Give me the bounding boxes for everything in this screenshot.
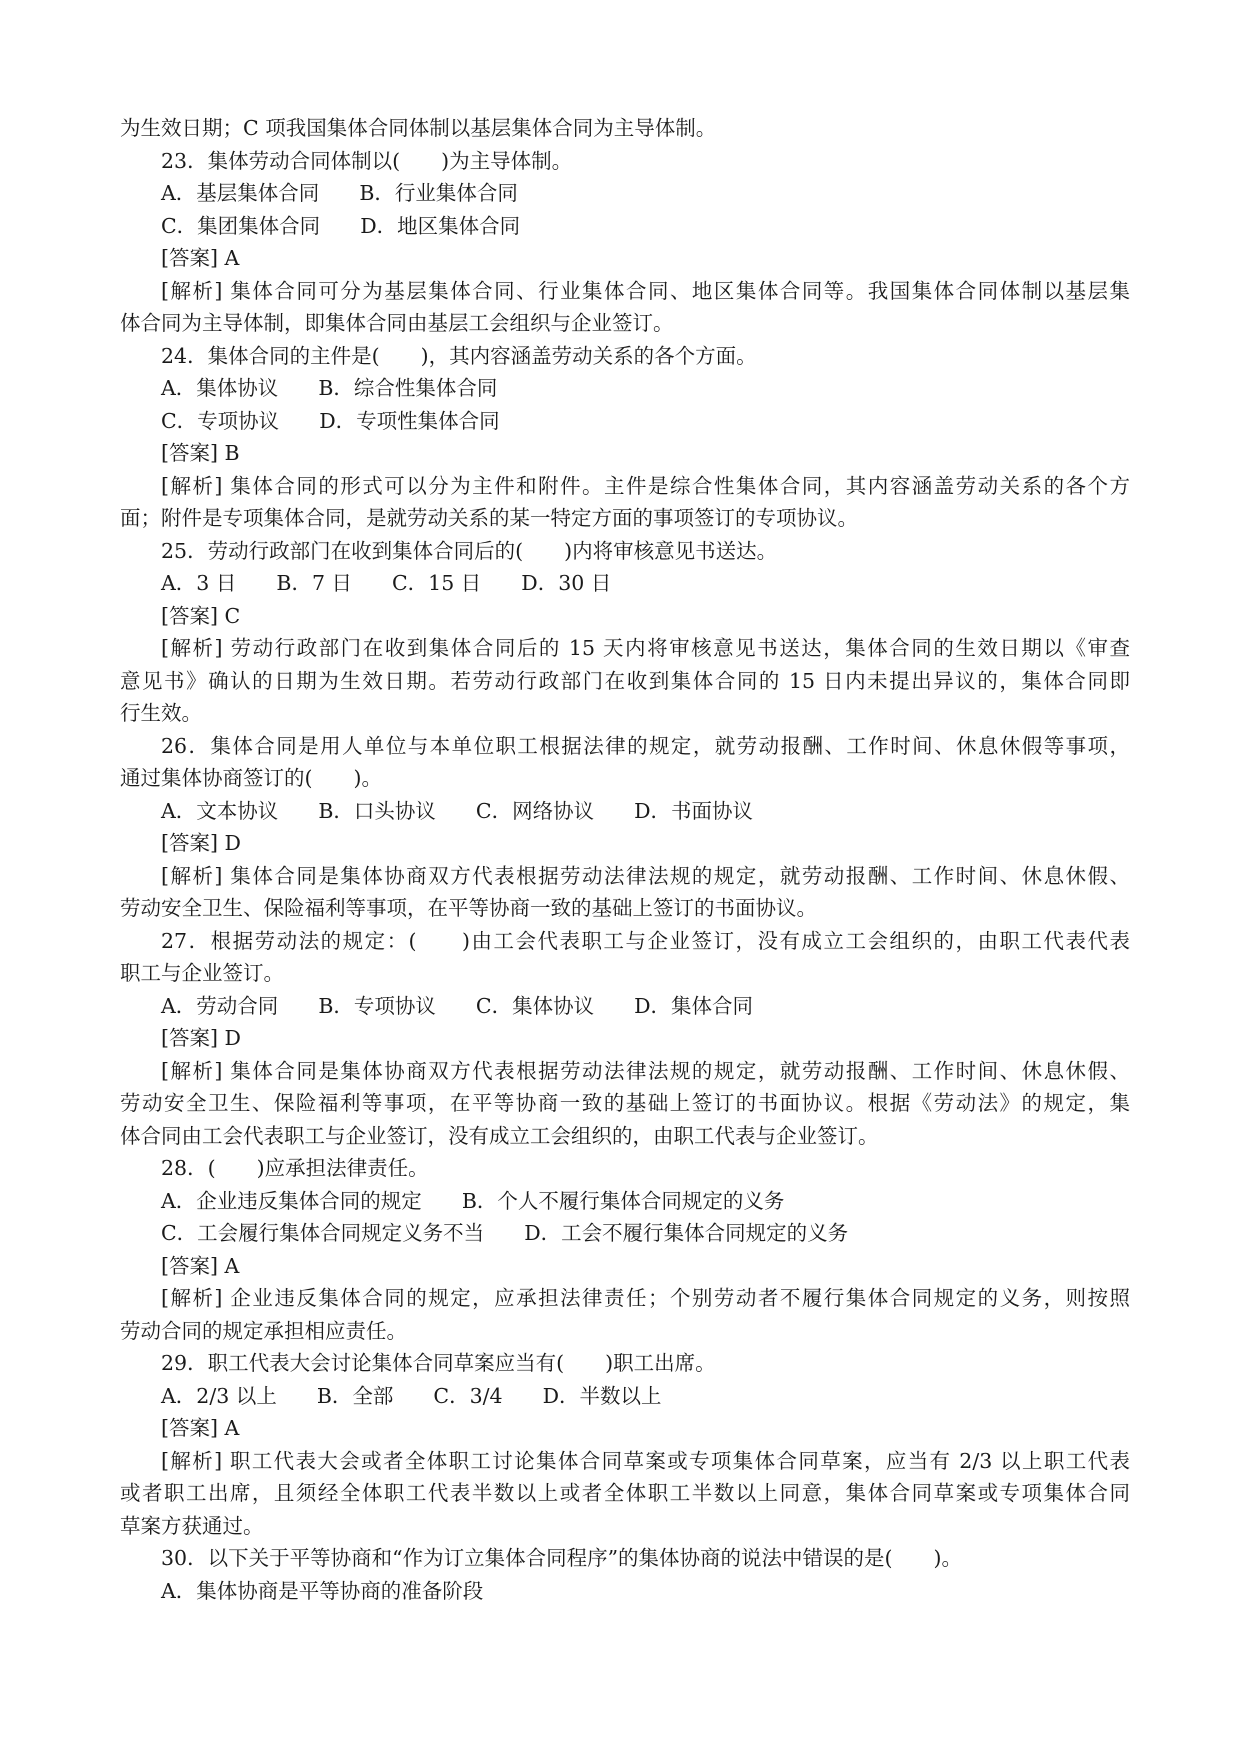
answer-option: B．全部: [316, 1383, 394, 1408]
answer-option: A．基层集体合同: [161, 181, 320, 205]
answer-options-line: [120, 795, 1130, 828]
text-line: 草案方获通过。: [120, 1513, 264, 1538]
text-line: 劳动安全卫生、保险福利等事项，在平等协商一致的基础上签订的书面协议。根据《劳动法》的规定，集: [120, 1091, 1130, 1115]
text-line: 职工与企业签订。: [120, 961, 284, 985]
text-line: 面；附件是专项集体合同，是就劳动关系的某一特定方面的事项签订的专项协议。: [120, 506, 858, 530]
explanation-line: [解析] 集体合同是集体协商双方代表根据劳动法律法规的规定，就劳动报酬、工作时间、休息休假、: [161, 1058, 1130, 1083]
answer-option: C．15 日: [392, 571, 482, 595]
answer-option: D．集体合同: [634, 993, 754, 1018]
text-line: 意见书》确认的日期为生效日期。若劳动行政部门在收到集体合同的 15 日内未提出异议的，集体合同即: [120, 668, 1130, 693]
answer-option: B．综合性集体合同: [318, 376, 498, 400]
answer-options-line: [120, 1217, 1130, 1250]
answer-line: [答案] A: [161, 1416, 240, 1440]
answer-options-line: [120, 990, 1130, 1023]
answer-option: D．30 日: [521, 571, 612, 595]
answer-line: [答案] D: [161, 1026, 241, 1050]
answer-option: B．7 日: [276, 571, 352, 595]
text-line: 为生效日期；C 项我国集体合同体制以基层集体合同为主导体制。: [120, 116, 717, 140]
text-line: 体合同为主导体制，即集体合同由基层工会组织与企业签订。: [120, 311, 674, 335]
answer-option: B．专项协议: [318, 993, 436, 1018]
answer-option: A．文本协议: [161, 798, 279, 823]
answer-options-line: [120, 1380, 1130, 1413]
answer-options-line: [120, 567, 1130, 600]
question-line: 30．以下关于平等协商和“作为订立集体合同程序”的集体协商的说法中错误的是( )。: [161, 1546, 963, 1570]
question-line: 24．集体合同的主件是( )，其内容涵盖劳动关系的各个方面。: [161, 343, 757, 368]
question-line: 28．( )应承担法律责任。: [161, 1156, 429, 1180]
answer-option: B．行业集体合同: [359, 181, 518, 205]
text-line: 劳动合同的规定承担相应责任。: [120, 1318, 407, 1343]
answer-option: C．集体协议: [475, 993, 595, 1018]
question-line: 26．集体合同是用人单位与本单位职工根据法律的规定，就劳动报酬、工作时间、休息休假等事项，: [161, 733, 1130, 758]
answer-option: A．2/3 以上: [161, 1383, 277, 1408]
answer-option: A．企业违反集体合同的规定: [161, 1188, 422, 1213]
question-line: 23．集体劳动合同体制以( )为主导体制。: [161, 148, 573, 173]
question-line: 29．职工代表大会讨论集体合同草案应当有( )职工出席。: [161, 1351, 716, 1375]
text-line: 体合同由工会代表职工与企业签订，没有成立工会组织的，由职工代表与企业签订。: [120, 1123, 879, 1148]
text-line: A．集体协商是平等协商的准备阶段: [161, 1578, 484, 1603]
text-line: 劳动安全卫生、保险福利等事项，在平等协商一致的基础上签订的书面协议。: [120, 896, 817, 920]
answer-option: B．口头协议: [318, 798, 436, 823]
question-line: 25．劳动行政部门在收到集体合同后的( )内将审核意见书送达。: [161, 538, 778, 563]
answer-option: A．3 日: [161, 571, 237, 595]
answer-option: C．3/4: [433, 1383, 503, 1408]
answer-options-line: [120, 1185, 1130, 1218]
explanation-line: [解析] 企业违反集体合同的规定，应承担法律责任；个别劳动者不履行集体合同规定的义务，则按照: [161, 1286, 1130, 1310]
answer-line: [答案] A: [161, 1253, 240, 1278]
explanation-line: [解析] 劳动行政部门在收到集体合同后的 15 天内将审核意见书送达，集体合同的生效日期以《审查: [161, 636, 1130, 660]
answer-option: D．地区集体合同: [360, 213, 521, 238]
answer-option: D．半数以上: [542, 1383, 662, 1408]
answer-options-line: [120, 177, 1130, 210]
answer-line: [答案] A: [161, 246, 240, 270]
explanation-line: [解析] 集体合同的形式可以分为主件和附件。主件是综合性集体合同，其内容涵盖劳动关系的各个方: [161, 473, 1130, 498]
answer-options-line: [120, 405, 1130, 438]
answer-option: C．专项协议: [161, 408, 280, 433]
answer-line: [答案] D: [161, 831, 241, 855]
explanation-line: [解析] 集体合同可分为基层集体合同、行业集体合同、地区集体合同等。我国集体合同体制以基层集: [161, 278, 1130, 303]
answer-option: A．集体协议: [161, 376, 279, 400]
text-line: 或者职工出席，且须经全体职工代表半数以上或者全体职工半数以上同意，集体合同草案或专项集体合同: [120, 1481, 1130, 1505]
answer-option: D．书面协议: [634, 798, 754, 823]
document-page: [120, 112, 1130, 1607]
answer-option: C．工会履行集体合同规定义务不当: [161, 1221, 485, 1245]
answer-option: B．个人不履行集体合同规定的义务: [461, 1188, 785, 1213]
answer-line: [答案] B: [161, 441, 240, 465]
answer-option: D．工会不履行集体合同规定的义务: [524, 1221, 849, 1245]
answer-line: [答案] C: [161, 603, 241, 628]
answer-option: C．网络协议: [475, 798, 595, 823]
answer-option: A．劳动合同: [161, 993, 279, 1018]
explanation-line: [解析] 职工代表大会或者全体职工讨论集体合同草案或专项集体合同草案，应当有 2/3 以上职工代表: [161, 1448, 1130, 1473]
text-line: 行生效。: [120, 701, 202, 725]
explanation-line: [解析] 集体合同是集体协商双方代表根据劳动法律法规的规定，就劳动报酬、工作时间、休息休假、: [161, 863, 1130, 888]
question-line: 27．根据劳动法的规定：( )由工会代表职工与企业签订，没有成立工会组织的，由职工代表代表: [161, 928, 1130, 953]
answer-options-line: [120, 372, 1130, 405]
answer-option: D．专项性集体合同: [319, 408, 500, 433]
answer-option: C．集团集体合同: [161, 213, 321, 238]
answer-options-line: [120, 210, 1130, 243]
text-line: 通过集体协商签订的( )。: [120, 766, 382, 790]
